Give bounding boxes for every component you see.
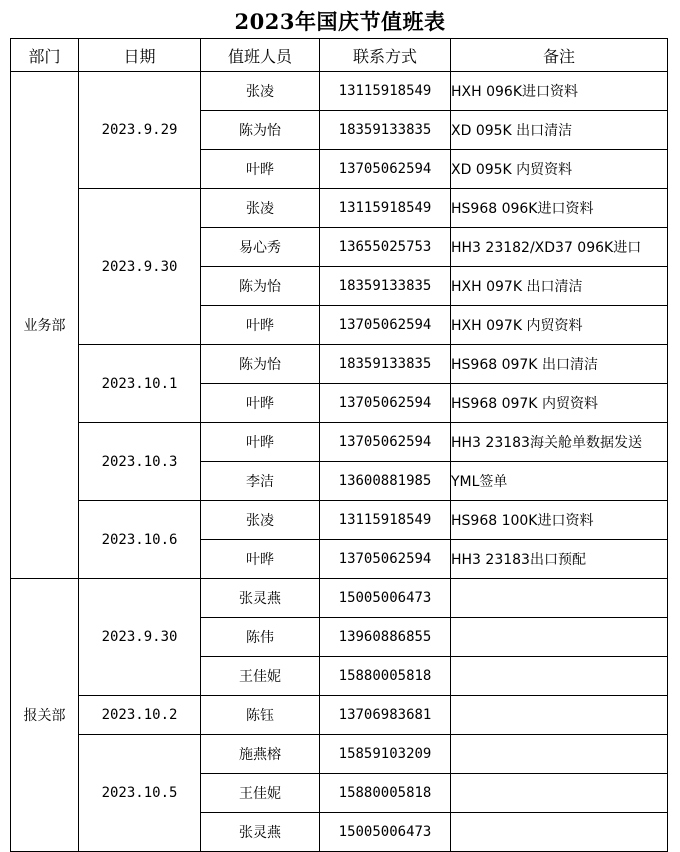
note-cell [451,774,668,813]
note-cell: HXH 097K 出口清洁 [451,267,668,306]
table-row [11,345,668,384]
date-cell: 2023.10.6 [79,501,201,579]
header-contact: 联系方式 [320,39,451,72]
table-row [11,735,668,774]
department-cell: 业务部 [11,72,79,579]
page-title: 2023年国庆节值班表 [234,9,446,34]
note-cell [451,813,668,852]
person-cell: 张灵燕 [201,579,320,618]
table-row [11,72,668,111]
person-cell: 张凌 [201,501,320,540]
phone-cell: 18359133835 [320,345,451,384]
person-cell: 张灵燕 [201,813,320,852]
phone-cell: 15880005818 [320,657,451,696]
note-cell: HXH 096K进口资料 [451,72,668,111]
note-cell [451,735,668,774]
person-cell: 王佳妮 [201,657,320,696]
date-cell: 2023.10.1 [79,345,201,423]
person-cell: 陈伟 [201,618,320,657]
note-cell: XD 095K 内贸资料 [451,150,668,189]
duty-table [10,38,668,852]
phone-cell: 13115918549 [320,189,451,228]
note-cell: HXH 097K 内贸资料 [451,306,668,345]
person-cell: 施燕榕 [201,735,320,774]
person-cell: 张凌 [201,189,320,228]
phone-cell: 13600881985 [320,462,451,501]
phone-cell: 13705062594 [320,540,451,579]
note-cell: HS968 096K进口资料 [451,189,668,228]
person-cell: 叶晔 [201,423,320,462]
note-cell [451,579,668,618]
note-cell [451,696,668,735]
date-cell: 2023.9.30 [79,189,201,345]
phone-cell: 13705062594 [320,150,451,189]
person-cell: 陈钰 [201,696,320,735]
table-row [11,696,668,735]
note-cell [451,657,668,696]
note-cell: YML签单 [451,462,668,501]
person-cell: 张凌 [201,72,320,111]
person-cell: 叶晔 [201,150,320,189]
department-cell: 报关部 [11,579,79,852]
phone-cell: 13705062594 [320,423,451,462]
person-cell: 叶晔 [201,384,320,423]
note-cell: HH3 23182/XD37 096K进口 [451,228,668,267]
person-cell: 陈为怡 [201,345,320,384]
table-row [11,579,668,618]
person-cell: 易心秀 [201,228,320,267]
phone-cell: 13115918549 [320,72,451,111]
note-cell: HH3 23183海关舱单数据发送 [451,423,668,462]
note-cell: XD 095K 出口清洁 [451,111,668,150]
date-cell: 2023.10.2 [79,696,201,735]
table-row [11,189,668,228]
table-row [11,501,668,540]
phone-cell: 18359133835 [320,111,451,150]
duty-table-body [11,72,668,852]
person-cell: 叶晔 [201,306,320,345]
table-row [11,423,668,462]
person-cell: 王佳妮 [201,774,320,813]
date-cell: 2023.9.29 [79,72,201,189]
header-person: 值班人员 [201,39,320,72]
note-cell: HS968 100K进口资料 [451,501,668,540]
person-cell: 陈为怡 [201,111,320,150]
header-note: 备注 [451,39,668,72]
date-cell: 2023.10.5 [79,735,201,852]
note-cell: HS968 097K 出口清洁 [451,345,668,384]
phone-cell: 15005006473 [320,579,451,618]
date-cell: 2023.9.30 [79,579,201,696]
phone-cell: 13705062594 [320,384,451,423]
header-row [11,39,668,72]
header-department: 部门 [11,39,79,72]
person-cell: 叶晔 [201,540,320,579]
phone-cell: 15005006473 [320,813,451,852]
phone-cell: 13706983681 [320,696,451,735]
phone-cell: 18359133835 [320,267,451,306]
phone-cell: 15859103209 [320,735,451,774]
header-date: 日期 [79,39,201,72]
person-cell: 陈为怡 [201,267,320,306]
note-cell: HS968 097K 内贸资料 [451,384,668,423]
phone-cell: 13960886855 [320,618,451,657]
phone-cell: 13705062594 [320,306,451,345]
phone-cell: 15880005818 [320,774,451,813]
person-cell: 李洁 [201,462,320,501]
note-cell [451,618,668,657]
date-cell: 2023.10.3 [79,423,201,501]
phone-cell: 13655025753 [320,228,451,267]
phone-cell: 13115918549 [320,501,451,540]
note-cell: HH3 23183出口预配 [451,540,668,579]
